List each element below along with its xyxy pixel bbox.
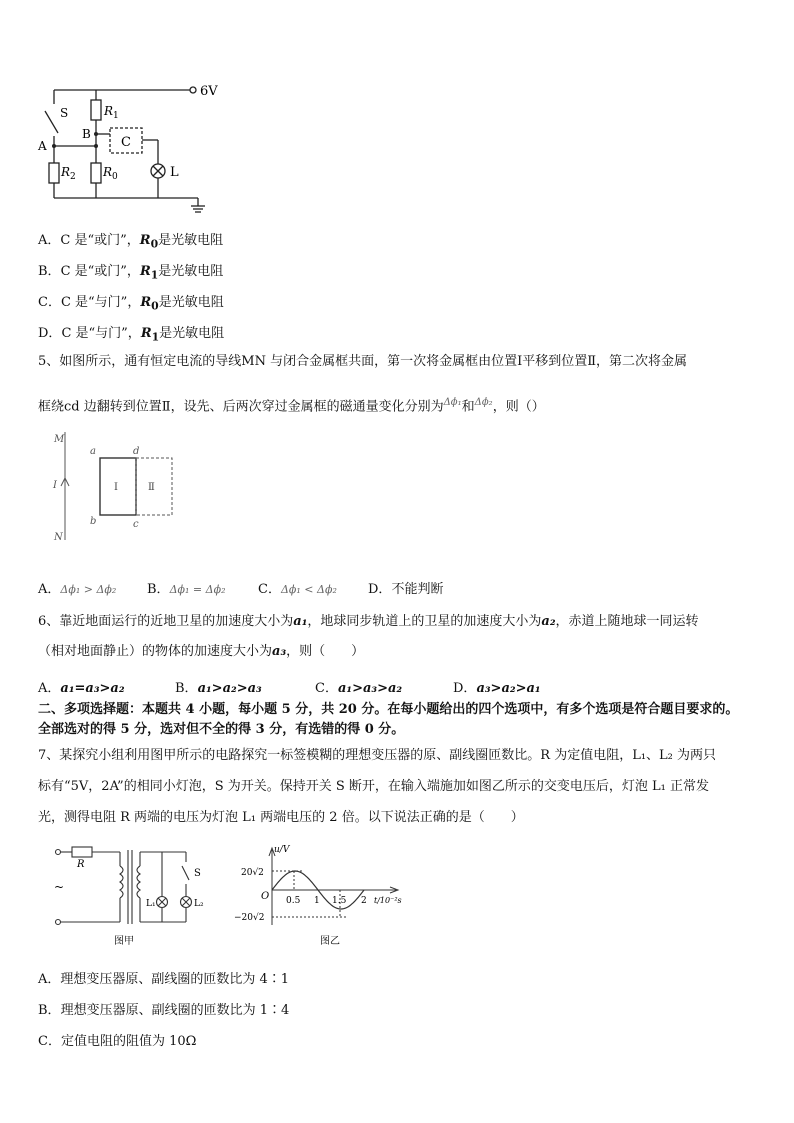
q7-option-a[interactable] xyxy=(38,968,289,987)
option-text: C 是“与门”， xyxy=(60,295,141,310)
option-letter: B． xyxy=(38,1003,61,1018)
r0-label: R xyxy=(103,165,113,179)
phi1-symbol: Δϕ₁ xyxy=(443,397,462,408)
option-letter: A． xyxy=(38,233,61,248)
a1-symbol: a₁ xyxy=(293,614,308,629)
switch-label: S xyxy=(60,106,69,120)
svg-text:R1 xyxy=(103,104,119,121)
node-b-label: B xyxy=(82,127,91,141)
q6-option-d[interactable] xyxy=(453,677,541,696)
option-text: 是光敏电阻 xyxy=(159,326,225,341)
voltage-label: 6V xyxy=(200,84,218,99)
corner-b-label: b xyxy=(90,516,97,527)
option-text: C 是“或门”， xyxy=(60,233,140,248)
q5-text: 框绕cd 边翻转到位置Ⅱ，设先、后两次穿过金属框的磁通量变化分别为 xyxy=(38,399,444,415)
q6-option-a[interactable] xyxy=(38,677,125,696)
option-text: 是光敏电阻 xyxy=(158,295,224,310)
peak-top-label: 20√2 xyxy=(241,868,264,878)
resistor-symbol: R xyxy=(139,264,151,279)
resistor-sub: 0 xyxy=(151,299,159,313)
current-label: I xyxy=(53,480,57,491)
option-letter: B． xyxy=(147,582,170,597)
option-text: a₁>a₃>a₂ xyxy=(337,681,403,696)
option-letter: B． xyxy=(38,264,61,279)
l1-label: L₁ xyxy=(146,899,156,909)
option-letter: C． xyxy=(38,295,61,310)
option-letter: C． xyxy=(258,582,281,597)
svg-text:R2 xyxy=(60,165,76,182)
option-text: 理想变压器原、副线圈的匝数比为 1∶4 xyxy=(60,1003,290,1018)
position-2-label: Ⅱ xyxy=(148,482,155,493)
m-label: M xyxy=(54,434,65,445)
r1-sub: 1 xyxy=(113,111,119,121)
switch-s-label: S xyxy=(194,868,201,879)
transformer-circuit-figure xyxy=(46,838,226,950)
q6-text: （相对地面静止）的物体的加速度大小为 xyxy=(38,644,273,659)
q7-stem-line2: 标有“5V，2A”的相同小灯泡，S 为开关。保持开关 S 断开，在输入端施加如图乙所示的交变电压后，灯泡 L₁ 正常发 xyxy=(38,779,710,794)
q6-stem-line1 xyxy=(38,613,699,631)
q6-text: ，则（ ） xyxy=(286,644,365,659)
y-axis-label: u/V xyxy=(274,845,290,855)
option-letter: C． xyxy=(38,1034,61,1049)
resistor-sub: 0 xyxy=(150,237,159,251)
resistor-symbol: R xyxy=(140,295,152,310)
tick-label-0: 0.5 xyxy=(286,896,301,906)
node-a-label: A xyxy=(38,139,47,153)
option-text: Δϕ₁ < Δϕ₂ xyxy=(280,583,337,596)
q6-text: 6、靠近地面运行的近地卫星的加速度大小为 xyxy=(38,614,294,629)
corner-d-label: d xyxy=(133,446,140,457)
q5-stem-line1: 5、如图所示，通有恒定电流的导线MN 与闭合金属框共面，第一次将金属框由位置Ⅰ平移到位置Ⅱ，第二次将金属 xyxy=(38,354,688,369)
option-text: 是光敏电阻 xyxy=(158,233,224,248)
q6-option-b[interactable] xyxy=(175,677,262,696)
q4-option-c[interactable] xyxy=(38,291,224,313)
a3-symbol: a₃ xyxy=(272,644,287,659)
logic-circuit-figure xyxy=(30,78,250,223)
fig-jia-caption: 图甲 xyxy=(114,936,134,947)
ac-source-icon: ~ xyxy=(54,880,65,894)
option-text: Δϕ₁ > Δϕ₂ xyxy=(60,583,117,596)
position-1-label: Ⅰ xyxy=(114,482,118,493)
section2-heading: 二、多项选择题：本题共 4 小题，每小题 5 分，共 20 分。在每小题给出的四个选项中，有多个选项是符合题目要求的。 xyxy=(38,702,739,717)
option-text: C 是“与门”， xyxy=(61,326,141,341)
tick-label-1: 1 xyxy=(314,896,320,906)
r1-label: R xyxy=(104,104,114,118)
q7-option-c[interactable] xyxy=(38,1030,196,1049)
resistor-r-label: R xyxy=(77,859,85,870)
q7-stem-line1: 7、某探究小组利用图甲所示的电路探究一标签模糊的理想变压器的原、副线圈匝数比。R 为定值电阻，L₁、L₂ 为两只 xyxy=(38,748,717,763)
option-letter: D． xyxy=(368,582,392,597)
r2-label: R xyxy=(61,165,71,179)
phi2-symbol: Δϕ₂ xyxy=(474,397,493,408)
corner-a-label: a xyxy=(90,446,96,457)
resistor-sub: 1 xyxy=(150,268,159,282)
option-text: a₁>a₂>a₃ xyxy=(197,681,262,696)
option-letter: A． xyxy=(38,972,61,987)
q7-stem-line3: 光，测得电阻 R 两端的电压为灯泡 L₁ 两端电压的 2 倍。以下说法正确的是（ ） xyxy=(38,810,524,825)
origin-label: O xyxy=(261,891,270,902)
q5-option-c[interactable] xyxy=(258,578,337,597)
n-label: N xyxy=(54,532,63,543)
option-letter: D． xyxy=(38,326,62,341)
q5-text: 和 xyxy=(461,399,475,415)
option-text: 不能判断 xyxy=(391,582,444,597)
q6-option-c[interactable] xyxy=(315,677,402,696)
option-text: a₃>a₂>a₁ xyxy=(476,681,541,696)
option-text: 是光敏电阻 xyxy=(158,264,224,279)
r0-sub: 0 xyxy=(112,172,118,182)
option-text: C 是“或门”， xyxy=(60,264,140,279)
q5-option-d[interactable] xyxy=(368,578,443,597)
q7-option-b[interactable] xyxy=(38,999,289,1018)
tick-label-3: 2 xyxy=(361,896,367,906)
q5-option-b[interactable] xyxy=(147,578,225,597)
option-text: a₁=a₃>a₂ xyxy=(60,681,125,696)
q4-option-a[interactable] xyxy=(38,229,223,251)
x-axis-label: t/10⁻²s xyxy=(374,896,402,905)
a2-symbol: a₂ xyxy=(541,614,556,629)
gate-label: C xyxy=(121,135,131,150)
option-text: Δϕ₁ = Δϕ₂ xyxy=(169,583,226,596)
q5-stem-line2 xyxy=(38,394,545,416)
r2-sub: 2 xyxy=(70,172,76,182)
resistor-symbol: R xyxy=(140,326,152,341)
option-letter: A． xyxy=(38,582,61,597)
lamp-label: L xyxy=(170,165,179,180)
q4-option-b[interactable] xyxy=(38,260,223,282)
q6-stem-line2 xyxy=(38,643,364,661)
section2-scoring: 全部选对的得 5 分，选对但不全的得 3 分，有选错的得 0 分。 xyxy=(38,722,405,737)
option-text: 理想变压器原、副线圈的匝数比为 4∶1 xyxy=(60,972,290,987)
corner-c-label: c xyxy=(133,519,139,530)
q5-text: ，则（） xyxy=(492,399,545,415)
resistor-sub: 1 xyxy=(151,330,160,344)
ac-voltage-graph xyxy=(228,840,428,950)
q6-text: ，赤道上随地球一同运转 xyxy=(555,614,699,629)
option-letter: B． xyxy=(175,681,198,696)
q4-option-d[interactable] xyxy=(38,322,224,344)
option-text: 定值电阻的阻值为 10Ω xyxy=(60,1034,197,1049)
option-letter: A． xyxy=(38,681,61,696)
option-letter: C． xyxy=(315,681,338,696)
q5-option-a[interactable] xyxy=(38,578,116,597)
svg-text:R0 xyxy=(102,165,118,182)
l2-label: L₂ xyxy=(194,899,204,909)
resistor-symbol: R xyxy=(139,233,151,248)
q6-text: ，地球同步轨道上的卫星的加速度大小为 xyxy=(307,614,542,629)
option-letter: D． xyxy=(453,681,477,696)
wire-frame-figure xyxy=(40,428,200,546)
fig-yi-caption: 图乙 xyxy=(320,936,340,947)
tick-label-2: 1.5 xyxy=(332,896,347,906)
peak-bottom-label: −20√2 xyxy=(234,913,265,923)
